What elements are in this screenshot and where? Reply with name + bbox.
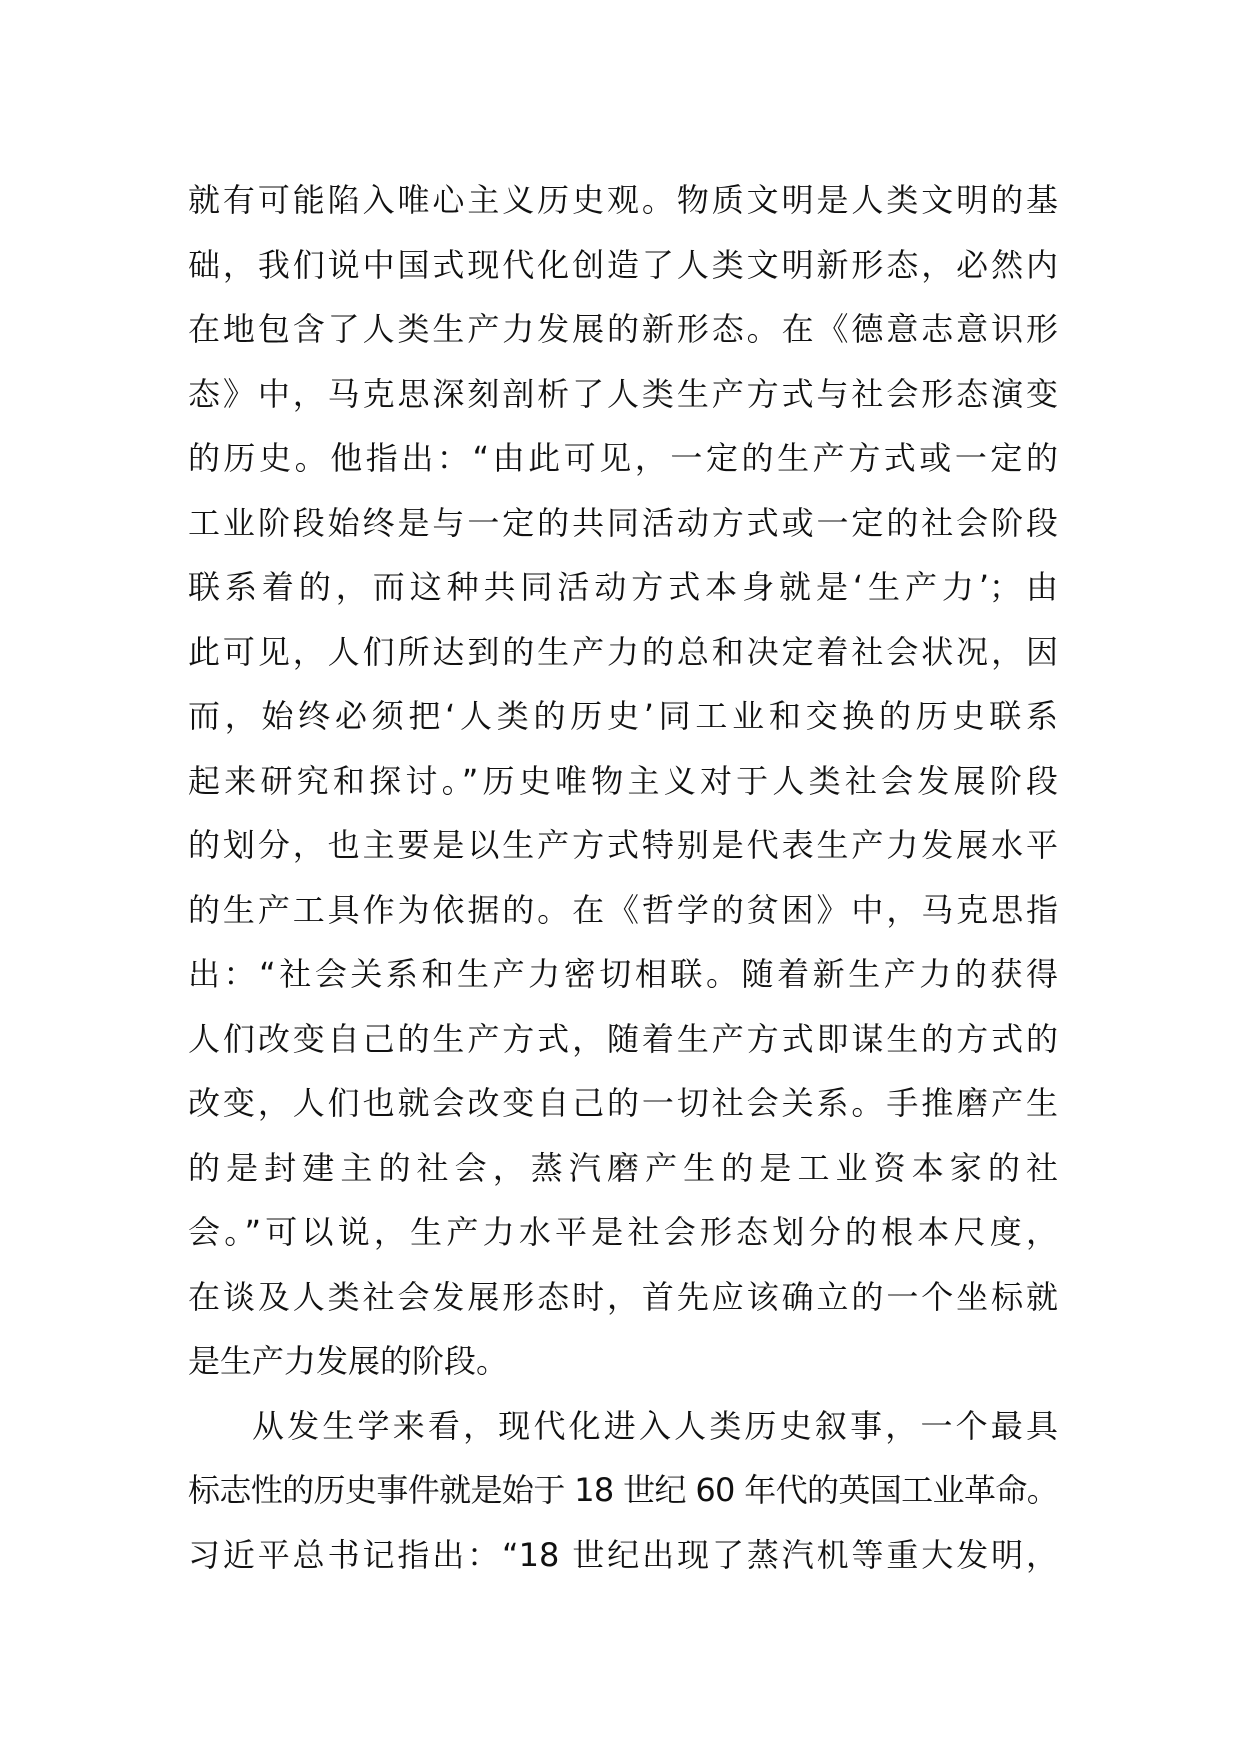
- text-line: 的划分，也主要是以生产方式特别是代表生产力发展水平: [188, 826, 1058, 864]
- text-line: 是生产力发展的阶段。: [188, 1342, 509, 1380]
- text-line: 起来研究和探讨。”历史唯物主义对于人类社会发展阶段: [188, 761, 1058, 800]
- text-line: 此可见，人们所达到的生产力的总和决定着社会状况，因: [188, 632, 1058, 671]
- text-line: 出：“社会关系和生产力密切相联。随着新生产力的获得: [188, 955, 1058, 993]
- text-line: 在谈及人类社会发展形态时，首先应该确立的一个坐标就: [188, 1277, 1058, 1316]
- text-line: 改变，人们也就会改变自己的一切社会关系。手推磨产生: [188, 1084, 1058, 1122]
- text-line: 人们改变自己的生产方式，随着生产方式即谋生的方式的: [188, 1019, 1058, 1058]
- text-line: 标志性的历史事件就是始于 18 世纪 60 年代的英国工业革命。: [188, 1471, 1058, 1509]
- body-text: [188, 168, 1058, 1587]
- text-line: 的历史。他指出：“由此可见，一定的生产方式或一定的: [188, 439, 1058, 477]
- text-line: 工业阶段始终是与一定的共同活动方式或一定的社会阶段: [188, 503, 1058, 542]
- text-line: 础，我们说中国式现代化创造了人类文明新形态，必然内: [188, 245, 1058, 284]
- text-line: 就有可能陷入唯心主义历史观。物质文明是人类文明的基: [188, 181, 1058, 219]
- text-line: 习近平总书记指出：“18 世纪出现了蒸汽机等重大发明，: [188, 1535, 1058, 1574]
- text-line: 联系着的，而这种共同活动方式本身就是‘生产力’；由: [188, 568, 1058, 606]
- text-line: 在地包含了人类生产力发展的新形态。在《德意志意识形: [188, 310, 1058, 348]
- text-line: 而，始终必须把‘人类的历史’同工业和交换的历史联系: [188, 697, 1058, 735]
- text-line: 的是封建主的社会，蒸汽磨产生的是工业资本家的社: [188, 1148, 1058, 1187]
- text-line: 态》中，马克思深刻剖析了人类生产方式与社会形态演变: [188, 374, 1058, 413]
- text-line: 从发生学来看，现代化进入人类历史叙事，一个最具: [252, 1406, 1058, 1445]
- text-line: 会。”可以说，生产力水平是社会形态划分的根本尺度，: [188, 1213, 1058, 1251]
- text-line: 的生产工具作为依据的。在《哲学的贫困》中，马克思指: [188, 890, 1058, 929]
